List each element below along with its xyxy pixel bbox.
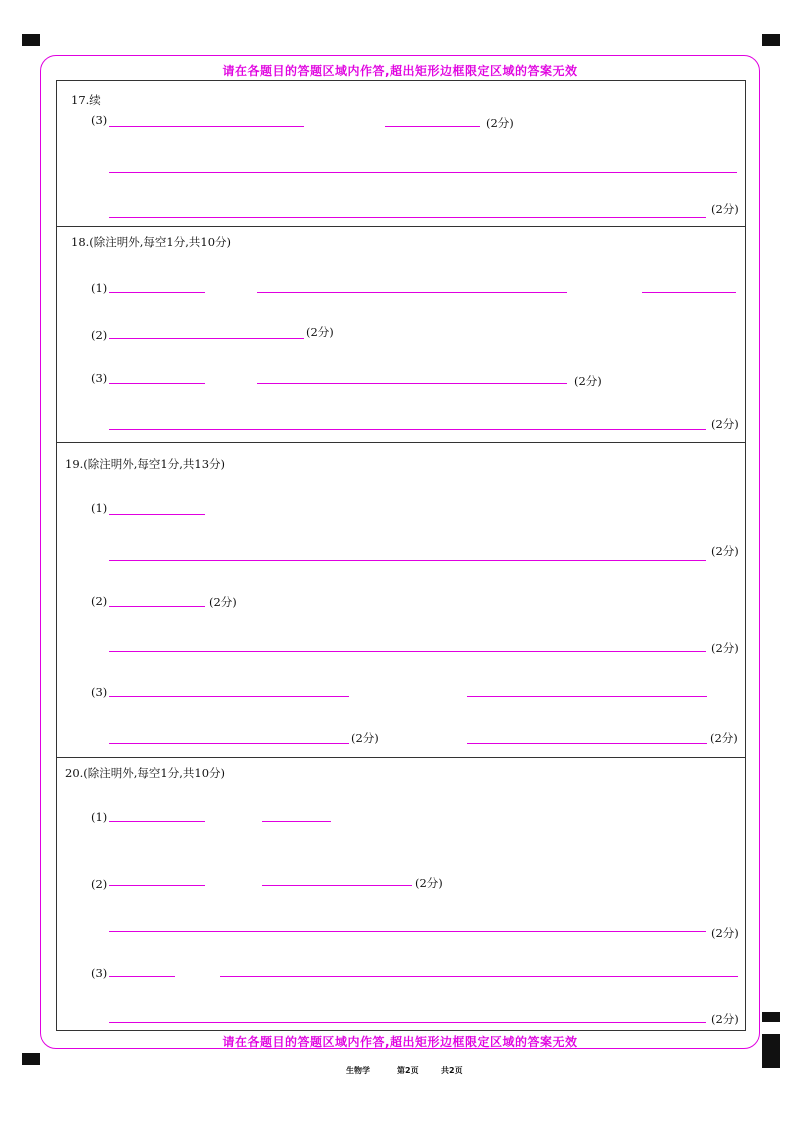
q19-part1-blank-2[interactable] — [109, 560, 706, 561]
q17-part3-blank-3[interactable] — [109, 172, 737, 173]
question-20-title: 20.(除注明外,每空1分,共10分) — [65, 766, 226, 780]
footer-subject: 生物学 — [346, 1066, 370, 1075]
q20-part2-blank-3[interactable] — [109, 931, 706, 932]
q19-part2-blank-2[interactable] — [109, 651, 706, 652]
q18-part1-blank-1[interactable] — [109, 292, 205, 293]
question-20-section — [57, 757, 745, 1031]
question-18-section — [57, 226, 745, 443]
q20-part3-label: (3) — [91, 966, 108, 980]
q18-score-3: (2分) — [711, 417, 739, 431]
q17-part3-blank-2[interactable] — [385, 126, 480, 127]
q19-score-5: (2分) — [710, 731, 738, 745]
q19-part3-blank-4[interactable] — [467, 743, 707, 744]
q19-part3-label: (3) — [91, 685, 108, 699]
q20-part3-blank-1[interactable] — [109, 976, 175, 977]
q17-score-1: (2分) — [486, 116, 514, 130]
q20-part2-label: (2) — [91, 877, 108, 891]
q20-score-1: (2分) — [415, 876, 443, 890]
footer-total-pages: 共2页 — [441, 1066, 463, 1075]
q20-part3-blank-2[interactable] — [220, 976, 738, 977]
answer-box — [56, 80, 746, 1031]
q18-part1-blank-2[interactable] — [257, 292, 567, 293]
q18-part2-blank-1[interactable] — [109, 338, 304, 339]
q20-part2-blank-1[interactable] — [109, 885, 205, 886]
registration-mark-top-right — [762, 34, 780, 46]
q19-part2-label: (2) — [91, 594, 108, 608]
q19-score-4: (2分) — [351, 731, 379, 745]
q17-score-2: (2分) — [711, 202, 739, 216]
q20-part3-blank-3[interactable] — [109, 1022, 706, 1023]
question-19-title: 19.(除注明外,每空1分,共13分) — [65, 457, 226, 471]
q20-part1-label: (1) — [91, 810, 108, 824]
q18-part3-label: (3) — [91, 371, 108, 385]
question-18-title: 18.(除注明外,每空1分,共10分) — [71, 235, 232, 249]
q17-part3-blank-1[interactable] — [109, 126, 304, 127]
q18-part3-blank-1[interactable] — [109, 383, 205, 384]
q19-part3-blank-3[interactable] — [109, 743, 349, 744]
q20-part1-blank-2[interactable] — [262, 821, 331, 822]
q20-score-3: (2分) — [711, 1012, 739, 1026]
q19-part2-blank-1[interactable] — [109, 606, 205, 607]
registration-mark-bottom-left — [22, 1053, 40, 1065]
notice-top: 请在各题目的答题区域内作答,超出矩形边框限定区域的答案无效 — [222, 64, 578, 78]
q18-part1-label: (1) — [91, 281, 108, 295]
q19-part3-blank-2[interactable] — [467, 696, 707, 697]
registration-mark-right-small — [762, 1012, 780, 1022]
q18-part3-blank-3[interactable] — [109, 429, 706, 430]
q20-part1-blank-1[interactable] — [109, 821, 205, 822]
q20-part2-blank-2[interactable] — [262, 885, 412, 886]
footer-page-number: 第2页 — [397, 1066, 419, 1075]
q19-part1-blank-1[interactable] — [109, 514, 205, 515]
q18-score-1: (2分) — [306, 325, 334, 339]
q17-part3-blank-4[interactable] — [109, 217, 706, 218]
q19-score-1: (2分) — [711, 544, 739, 558]
q19-score-3: (2分) — [711, 641, 739, 655]
question-17-section — [57, 81, 745, 226]
q19-score-2: (2分) — [209, 595, 237, 609]
question-17-title: 17.续 — [71, 93, 101, 107]
q18-part1-blank-3[interactable] — [642, 292, 736, 293]
q20-score-2: (2分) — [711, 926, 739, 940]
registration-mark-top-left — [22, 34, 40, 46]
q19-part3-blank-1[interactable] — [109, 696, 349, 697]
q19-part1-label: (1) — [91, 501, 108, 515]
q18-score-2: (2分) — [574, 374, 602, 388]
q17-part3-label: (3) — [91, 113, 108, 127]
q18-part3-blank-2[interactable] — [257, 383, 567, 384]
question-19-section — [57, 442, 745, 758]
q18-part2-label: (2) — [91, 328, 108, 342]
notice-bottom: 请在各题目的答题区域内作答,超出矩形边框限定区域的答案无效 — [222, 1035, 578, 1049]
